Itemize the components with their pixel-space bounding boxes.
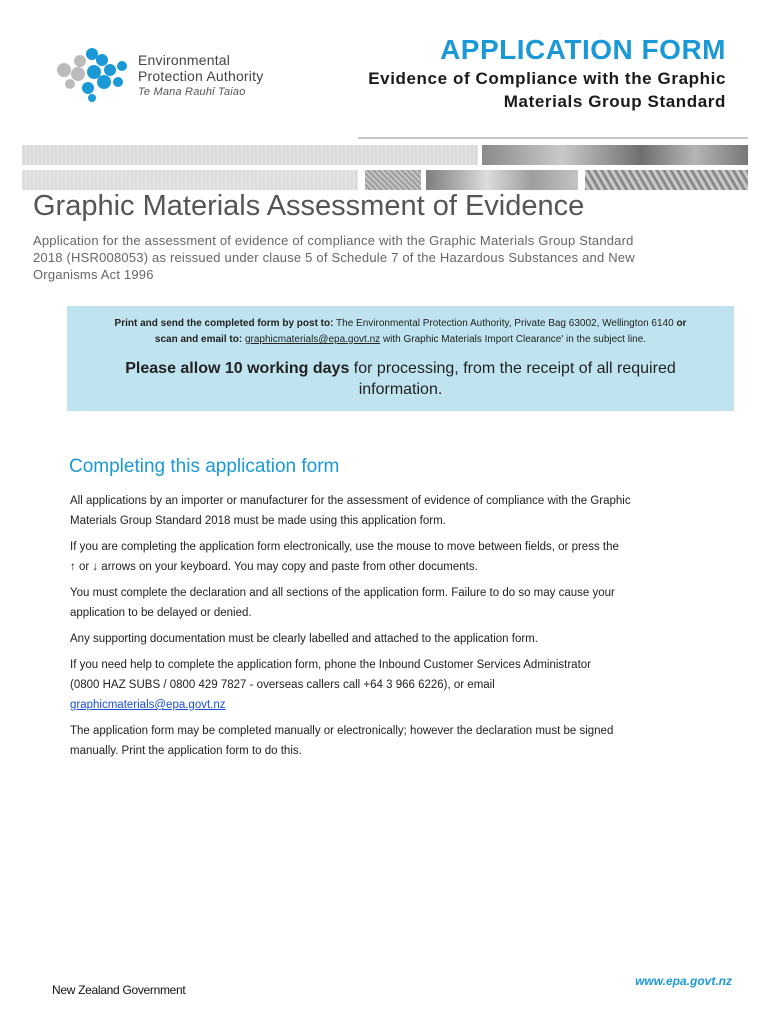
paragraph-applications <box>70 491 710 531</box>
processing-notice <box>87 358 714 400</box>
intro-line-1: Application for the assessment of evidence of compliance with the Graphic Materials Group Standard <box>33 233 634 248</box>
p6-line-2: manually. Print the application form to do this. <box>70 745 302 757</box>
p1-line-1: All applications by an importer or manufacturer for the assessment of evidence of compliance with the Graphic <box>70 495 631 507</box>
or-word: or <box>676 318 687 329</box>
p1-line-2: Materials Group Standard 2018 must be made using this application form. <box>70 515 446 527</box>
decorative-photo-fern <box>585 170 748 190</box>
email-link[interactable]: graphicmaterials@epa.govt.nz <box>244 334 381 345</box>
section-body <box>70 491 710 767</box>
submission-info-box <box>67 306 734 411</box>
p3-line-1: You must complete the declaration and all sections of the application form. Failure to do so may cause your <box>70 587 615 599</box>
intro-paragraph <box>33 232 683 283</box>
decorative-photo-sky <box>482 145 748 165</box>
email-suffix: with Graphic Materials Import Clearance' in the subject line. <box>380 334 647 345</box>
post-address: The Environmental Protection Authority, Private Bag 63002, Wellington 6140 <box>333 318 677 329</box>
processing-notice-bold: Please allow 10 working days <box>125 360 350 377</box>
paragraph-help <box>70 655 710 715</box>
post-label: Print and send the completed form by post to: <box>114 318 334 329</box>
p6-line-1: The application form may be completed manually or electronically; however the declaration must be signed <box>70 725 614 737</box>
p2-line-2: ↑ or ↓ arrows on your keyboard. You may copy and paste from other documents. <box>70 561 478 573</box>
logo-line-3: Te Mana Rauhī Taiao <box>138 86 246 98</box>
page-title: Graphic Materials Assessment of Evidence <box>33 190 585 222</box>
p5-line-2: (0800 HAZ SUBS / 0800 429 7827 - overseas callers call +64 3 966 6226), or email <box>70 679 495 691</box>
decorative-photo-clouds <box>426 170 578 190</box>
epa-logo <box>52 46 302 102</box>
submission-instructions <box>81 316 720 348</box>
logo-line-1: Environmental <box>138 52 231 68</box>
footer-website-link[interactable]: www.epa.govt.nz <box>635 974 732 988</box>
paragraph-declaration <box>70 583 710 623</box>
p5-line-1: If you need help to complete the application form, phone the Inbound Customer Services Administrator <box>70 659 591 671</box>
header-divider <box>358 137 748 139</box>
intro-line-3: Organisms Act 1996 <box>33 267 154 282</box>
processing-notice-rest: for processing, from the receipt of all required information. <box>349 360 676 398</box>
header-subtitle-line-1: Evidence of Compliance with the Graphic <box>368 69 726 88</box>
header-subtitle-line-2: Materials Group Standard <box>503 92 726 111</box>
logo-line-2: Protection Authority <box>138 68 264 84</box>
nz-government-logo: New Zealand Government <box>52 983 186 997</box>
decorative-photo-texture <box>365 170 421 190</box>
p3-line-2: application to be delayed or denied. <box>70 607 252 619</box>
decorative-band-bottom-left <box>22 170 358 190</box>
p2-line-1: If you are completing the application form electronically, use the mouse to move between fields, or press the <box>70 541 619 553</box>
header-title-block <box>368 34 726 112</box>
decorative-band-top-left <box>22 145 478 165</box>
paragraph-manual <box>70 721 710 761</box>
email-label: scan and email to: <box>154 334 243 345</box>
application-form-title: APPLICATION FORM <box>440 34 726 65</box>
section-heading: Completing this application form <box>69 456 340 477</box>
paragraph-supporting-docs: Any supporting documentation must be clearly labelled and attached to the application form. <box>70 633 538 645</box>
help-email-link[interactable]: graphicmaterials@epa.govt.nz <box>70 699 226 711</box>
intro-line-2: 2018 (HSR008053) as reissued under clause 5 of Schedule 7 of the Hazardous Substances and New <box>33 250 635 265</box>
paragraph-electronic <box>70 537 710 577</box>
epa-dots-icon <box>52 46 132 102</box>
